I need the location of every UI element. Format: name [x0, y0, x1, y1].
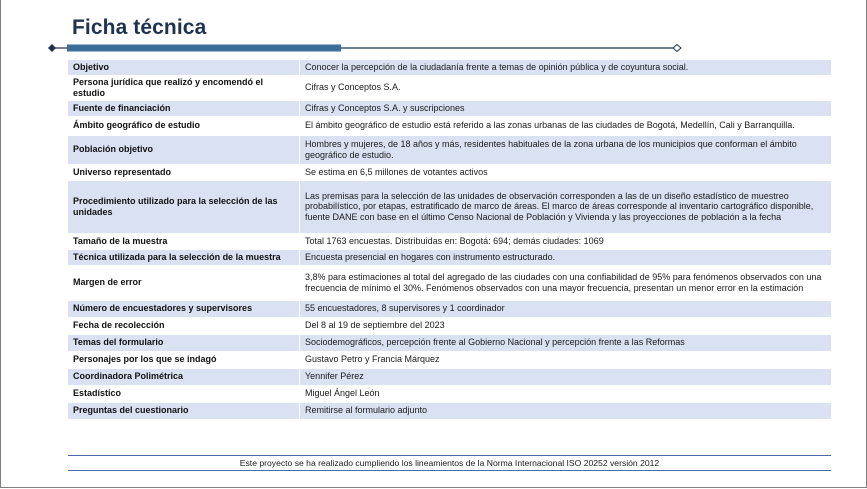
row-value: Cifras y Conceptos S.A.	[300, 75, 832, 100]
row-value: Cifras y Conceptos S.A. y suscripciones	[300, 100, 832, 116]
row-value: Se estima en 6,5 millones de votantes activos	[300, 164, 832, 180]
table-row	[68, 75, 831, 100]
row-value: Total 1763 encuestas. Distribuidas en: Bogotá: 694; demás ciudades: 1069	[300, 233, 832, 249]
row-label: Universo representado	[68, 164, 300, 180]
row-value: Remitirse al formulario adjunto	[300, 402, 832, 419]
table-row	[68, 249, 831, 265]
title-underline	[47, 42, 683, 54]
right-diamond-icon	[673, 45, 681, 52]
technical-sheet-table	[68, 60, 831, 420]
row-value: Del 8 al 19 de septiembre del 2023	[300, 317, 832, 334]
row-label: Coordinadora Polimétrica	[68, 368, 300, 385]
row-label: Población objetivo	[68, 135, 300, 164]
page-title: Ficha técnica	[72, 16, 207, 39]
row-label: Fecha de recolección	[68, 317, 300, 334]
table-row	[68, 180, 831, 233]
row-value: 3,8% para estimaciones al total del agregado de las ciudades con una confiabilidad de 95% para fenómenos observados con una frecuencia de mínimo el 30%. Fenómenos observados con una mayor frecuencia, presentan un menor error en la estimación	[300, 265, 832, 300]
table-row	[68, 402, 831, 419]
row-label: Preguntas del cuestionario	[68, 402, 300, 419]
row-label: Margen de error	[68, 265, 300, 300]
row-label: Personajes por los que se indagó	[68, 351, 300, 368]
table-row	[68, 334, 831, 351]
table-row	[68, 100, 831, 116]
table-row	[68, 233, 831, 249]
row-label: Procedimiento utilizado para la selección de las unidades	[68, 180, 300, 233]
table-row	[68, 351, 831, 368]
row-value: Hombres y mujeres, de 18 años y más, residentes habituales de la zona urbana de los municipios que conforman el ámbito geográfico de estudio.	[300, 135, 832, 164]
footer-note: Este proyecto se ha realizado cumpliendo los lineamientos de la Norma Internacional ISO 20252 versión 2012	[68, 455, 831, 471]
table-row	[68, 116, 831, 135]
row-label: Persona jurídica que realizó y encomendó el estudio	[68, 75, 300, 100]
row-value: Yennifer Pérez	[300, 368, 832, 385]
row-value: Gustavo Petro y Francia Márquez	[300, 351, 832, 368]
table-row	[68, 317, 831, 334]
row-label: Técnica utilizada para la selección de la muestra	[68, 249, 300, 265]
table-row	[68, 135, 831, 164]
row-value: Encuesta presencial en hogares con instrumento estructurado.	[300, 249, 832, 265]
row-value: El ámbito geográfico de estudio está referido a las zonas urbanas de las ciudades de Bogotá, Medellín, Cali y Barranquilla.	[300, 116, 832, 135]
row-value: Las premisas para la selección de las unidades de observación corresponden a las de un diseño estadístico de muestreo probabilístico, por etapas, estratificado de marco de áreas. El marco de áreas corresponde al inventario cartográfico disponible, fuente DANE con base en el último Censo Nacional de Población y Vivienda y las proyecciones de población a la fecha	[300, 180, 832, 233]
row-value: 55 encuestadores, 8 supervisores y 1 coordinador	[300, 300, 832, 317]
row-label: Número de encuestadores y supervisores	[68, 300, 300, 317]
row-label: Tamaño de la muestra	[68, 233, 300, 249]
table-row	[68, 60, 831, 75]
underline-accent-bar	[67, 45, 341, 52]
row-value: Conocer la percepción de la ciudadanía frente a temas de opinión pública y de coyuntura social.	[300, 60, 832, 75]
row-label: Ámbito geográfico de estudio	[68, 116, 300, 135]
left-diamond-icon	[48, 44, 56, 52]
table-row	[68, 368, 831, 385]
row-value: Miguel Ángel León	[300, 385, 832, 402]
table-row	[68, 300, 831, 317]
row-label: Fuente de financiación	[68, 100, 300, 116]
row-label: Objetivo	[68, 60, 300, 75]
row-value: Sociodemográficos, percepción frente al Gobierno Nacional y percepción frente a las Reformas	[300, 334, 832, 351]
row-label: Temas del formulario	[68, 334, 300, 351]
table-row	[68, 265, 831, 300]
table-row	[68, 164, 831, 180]
row-label: Estadístico	[68, 385, 300, 402]
table-row	[68, 385, 831, 402]
